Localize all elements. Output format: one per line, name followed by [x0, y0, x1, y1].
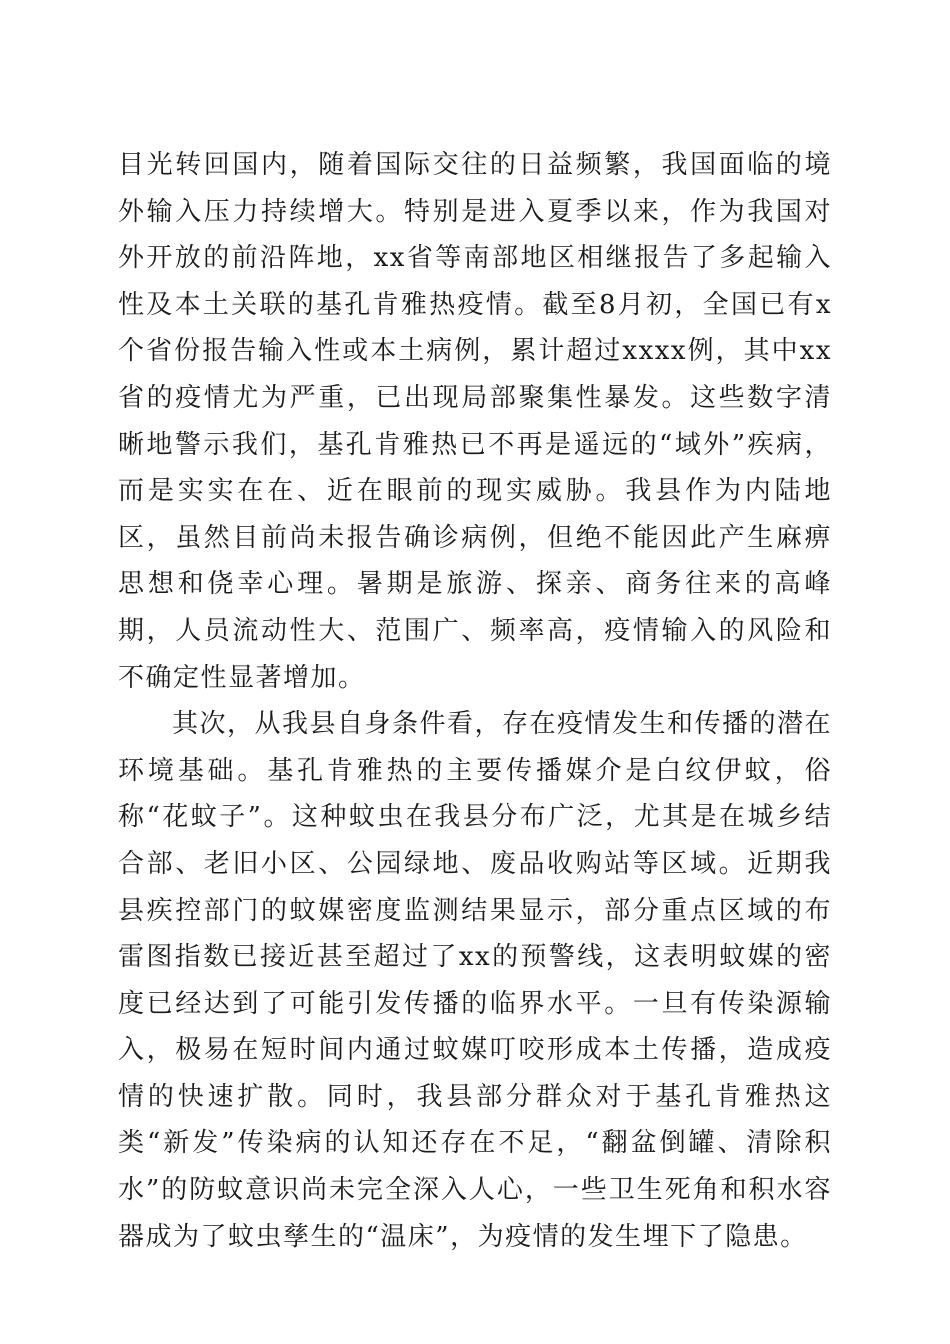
paragraph-1: 目光转回国内，随着国际交往的日益频繁，我国面临的境外输入压力持续增大。特别是进入夏季以来，作为我国对外开放的前沿阵地，xx省等南部地区相继报告了多起输入性及本土关联的基孔肯雅热疫情。截至8月初，全国已有x个省份报告输入性或本土病例，累计超过xxxx例，其中xx省的疫情尤为严重，已出现局部聚集性暴发。这些数字清晰地警示我们，基孔肯雅热已不再是遥远的“域外”疾病，而是实实在在、近在眼前的现实威胁。我县作为内陆地区，虽然目前尚未报告确诊病例，但绝不能因此产生麻痹思想和侥幸心理。暑期是旅游、探亲、商务往来的高峰期，人员流动性大、范围广、频率高，疫情输入的风险和不确定性显著增加。: [118, 150, 832, 693]
document-body: [118, 142, 832, 1260]
paragraph-2: 其次，从我县自身条件看，存在疫情发生和传播的潜在环境基础。基孔肯雅热的主要传播媒介是白纹伊蚊，俗称“花蚊子”。这种蚊虫在我县分布广泛，尤其是在城乡结合部、老旧小区、公园绿地、废品收购站等区域。近期我县疾控部门的蚊媒密度监测结果显示，部分重点区域的布雷图指数已接近甚至超过了xx的预警线，这表明蚊媒的密度已经达到了可能引发传播的临界水平。一旦有传染源输入，极易在短时间内通过蚊媒叮咬形成本土传播，造成疫情的快速扩散。同时，我县部分群众对于基孔肯雅热这类“新发”传染病的认知还存在不足，“翻盆倒罐、清除积水”的防蚊意识尚未完全深入人心，一些卫生死角和积水容器成为了蚊虫孳生的“温床”，为疫情的发生埋下了隐患。: [118, 709, 833, 1252]
